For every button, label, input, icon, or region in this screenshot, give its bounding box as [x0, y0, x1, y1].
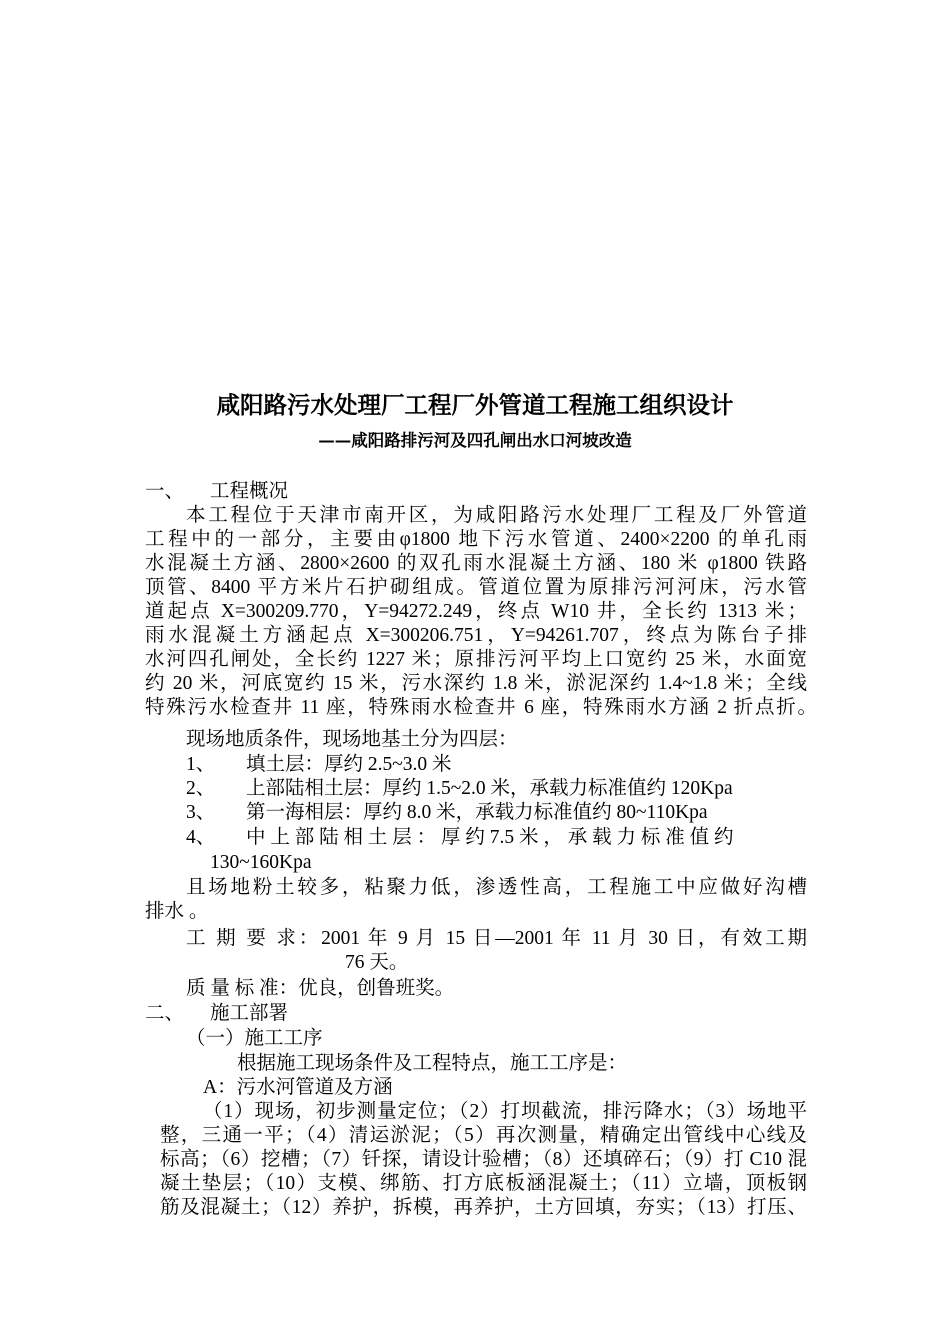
paragraph-line: 约 20 米，河底宽约 15 米，污水深约 1.8 米，淤泥深约 1.4~1.8 米；全线 — [145, 673, 807, 694]
paragraph-line: 根据施工现场条件及工程特点，施工工序是： — [237, 1053, 628, 1074]
list-number: 1、 — [186, 754, 216, 775]
paragraph-line: （1）现场，初步测量定位；（2）打坝截流，排污降水；（3）场地平 — [203, 1101, 807, 1122]
list-item — [186, 826, 734, 850]
schedule-line: 76 天。 — [345, 952, 409, 973]
list-text: 上部陆相土层：厚约 1.5~2.0 米，承载力标准值约 120Kpa — [246, 778, 733, 799]
paragraph-line: 整，三通一平；（4）清运淤泥；（5）再次测量，精确定出管线中心线及 — [160, 1125, 807, 1146]
paragraph-line: 筋及混凝土；（12）养护，拆模，再养护，土方回填，夯实；（13）打压、 — [160, 1197, 807, 1218]
section-number: 一、 — [145, 481, 185, 502]
list-number: 4、 — [186, 827, 216, 848]
section-title: 工程概况 — [210, 481, 289, 502]
paragraph-line: 排水 。 — [145, 901, 209, 922]
section-heading — [145, 480, 288, 504]
list-item — [186, 753, 452, 777]
document-title: 咸阳路污水处理厂工程厂外管道工程施工组织设计 — [216, 391, 734, 419]
paragraph-line: 且场地粉土较多，粘聚力低，渗透性高，工程施工中应做好沟槽 — [186, 877, 807, 898]
list-item — [186, 777, 733, 801]
part-heading: A：污水河管道及方涵 — [203, 1077, 393, 1098]
paragraph-line: 水混凝土方涵、2800×2600 的双孔雨水混凝土方涵、180 米 φ1800 铁路 — [145, 553, 807, 574]
paragraph-line: 工程中的一部分，主要由φ1800 地下污水管道、2400×2200 的单孔雨 — [145, 529, 807, 550]
paragraph-line: 凝土垫层；（10）支模、绑筋、打方底板涵混凝土；（11）立墙，顶板钢 — [160, 1173, 807, 1194]
section-number: 二、 — [145, 1003, 185, 1024]
paragraph-line: 顶管、8400 平方米片石护砌组成。管道位置为原排污河河床，污水管 — [145, 577, 807, 598]
paragraph-line: 雨水混凝土方涵起点 X=300206.751，Y=94261.707，终点为陈台子排 — [145, 625, 807, 646]
list-number: 2、 — [186, 778, 216, 799]
document-subtitle: ——咸阳路排污河及四孔闸出水口河坡改造 — [318, 431, 632, 450]
section-title: 施工部署 — [210, 1003, 289, 1024]
list-text: 填土层：厚约 2.5~3.0 米 — [246, 754, 452, 775]
section-heading — [145, 1002, 288, 1026]
list-item — [186, 801, 708, 825]
list-number: 3、 — [186, 802, 216, 823]
paragraph-line: 标高；（6）挖槽；（7）钎探，请设计验槽；（8）还填碎石；（9）打 C10 混 — [160, 1149, 807, 1170]
paragraph-line: 特殊污水检查井 11 座，特殊雨水检查井 6 座，特殊雨水方涵 2 折点折。 — [145, 697, 817, 718]
geology-intro: 现场地质条件，现场地基土分为四层： — [186, 729, 518, 750]
list-text: 中 上 部 陆 相 土 层 ： 厚 约 7.5 米 ， 承 载 力 标 准 值 约 — [246, 827, 734, 848]
quality-line: 质 量 标 准：优良，创鲁班奖。 — [186, 978, 455, 999]
subsection-heading: （一）施工工序 — [186, 1028, 323, 1049]
list-continuation: 130~160Kpa — [210, 852, 312, 873]
paragraph-line: 水河四孔闸处，全长约 1227 米；原排污河平均上口宽约 25 米，水面宽 — [145, 649, 807, 670]
paragraph-line: 本工程位于天津市南开区，为咸阳路污水处理厂工程及厂外管道 — [186, 505, 807, 526]
schedule-line: 工 期 要 求：2001 年 9 月 15 日—2001 年 11 月 30 日，有效工期 — [186, 928, 807, 949]
paragraph-line: 道起点 X=300209.770，Y=94272.249，终点 W10 井，全长约 1313 米； — [145, 601, 807, 622]
list-text: 第一海相层：厚约 8.0 米，承载力标准值约 80~110Kpa — [246, 802, 708, 823]
